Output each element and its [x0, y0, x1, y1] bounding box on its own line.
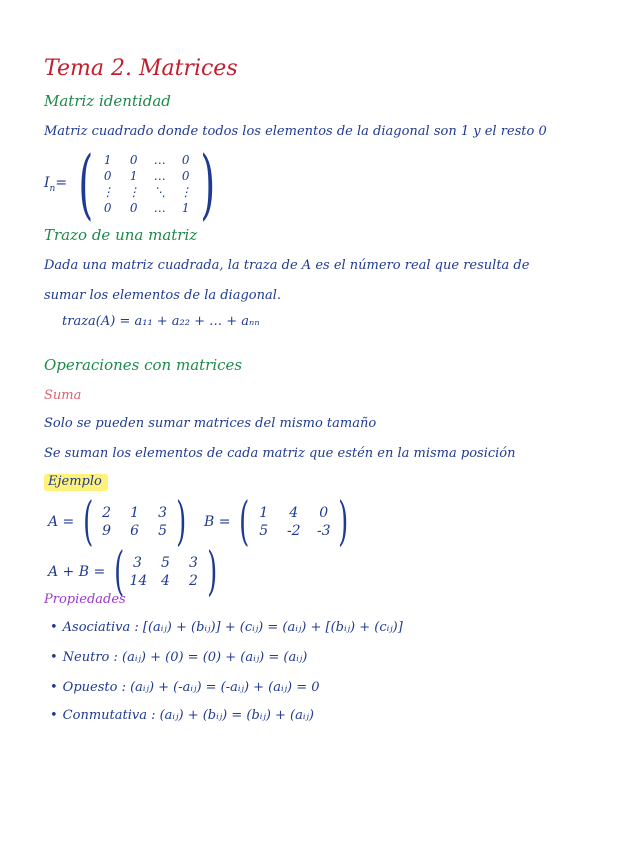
right-paren: )	[337, 492, 348, 552]
page-title: Tema 2. Matrices	[44, 56, 238, 81]
matrix-a-grid: 2 1 3 9 6 5	[102, 505, 168, 539]
operations-heading: Operaciones con matrices	[44, 356, 243, 374]
sum-heading: Suma	[44, 388, 82, 403]
matrix-a	[48, 492, 191, 552]
right-paren: )	[206, 542, 217, 602]
matrix-b	[204, 492, 353, 552]
left-paren: (	[114, 542, 125, 602]
sum-rule-1: Solo se pueden sumar matrices del mismo tamaño	[44, 416, 377, 431]
left-paren: (	[239, 492, 250, 552]
trace-line-1: Dada una matriz cuadrada, la traza de A es el número real que resulta de	[44, 258, 530, 273]
property-commutative: • Conmutativa : (aᵢⱼ) + (bᵢⱼ) = (bᵢⱼ) + (aᵢⱼ)	[50, 708, 314, 724]
property-associative: • Asociativa : [(aᵢⱼ) + (bᵢⱼ)] + (cᵢⱼ) = (aᵢⱼ) + [(bᵢⱼ) + (cᵢⱼ)]	[50, 620, 403, 636]
identity-grid: 1 0 … 0 0 1 … 0 ⋮ ⋮ ⋱ ⋮ 0 0 … 1	[101, 153, 192, 215]
identity-definition: Matriz cuadrado donde todos los elementos de la diagonal son 1 y el resto 0	[44, 124, 547, 139]
identity-heading: Matriz identidad	[44, 92, 171, 110]
identity-matrix	[44, 139, 222, 228]
properties-heading: Propiedades	[44, 592, 126, 607]
left-paren: (	[78, 139, 94, 228]
sum-rule-2: Se suman los elementos de cada matriz que estén en la misma posición	[44, 446, 516, 461]
trace-heading: Trazo de una matriz	[44, 226, 198, 244]
right-paren: )	[175, 492, 186, 552]
trace-formula: traza(A) = a₁₁ + a₂₂ + … + aₙₙ	[62, 314, 260, 329]
property-neutral: • Neutro : (aᵢⱼ) + (0) = (0) + (aᵢⱼ) = (aᵢⱼ)	[50, 650, 307, 666]
matrix-sum-label: A + B =	[48, 564, 106, 580]
matrix-b-label: B =	[204, 514, 231, 530]
matrix-a-label: A =	[48, 514, 75, 530]
identity-label: $I_n=$	[44, 174, 68, 194]
left-paren: (	[83, 492, 94, 552]
matrix-sum-grid: 3 5 3 14 4 2	[129, 555, 198, 589]
right-paren: )	[200, 139, 215, 228]
property-opposite: • Opuesto : (aᵢⱼ) + (-aᵢⱼ) = (-aᵢⱼ) + (aᵢⱼ) = 0	[50, 680, 320, 696]
matrix-b-grid: 1 4 0 5 -2 -3	[259, 505, 331, 539]
trace-line-2: sumar los elementos de la diagonal.	[44, 288, 282, 303]
example-label: Ejemplo	[44, 474, 108, 490]
